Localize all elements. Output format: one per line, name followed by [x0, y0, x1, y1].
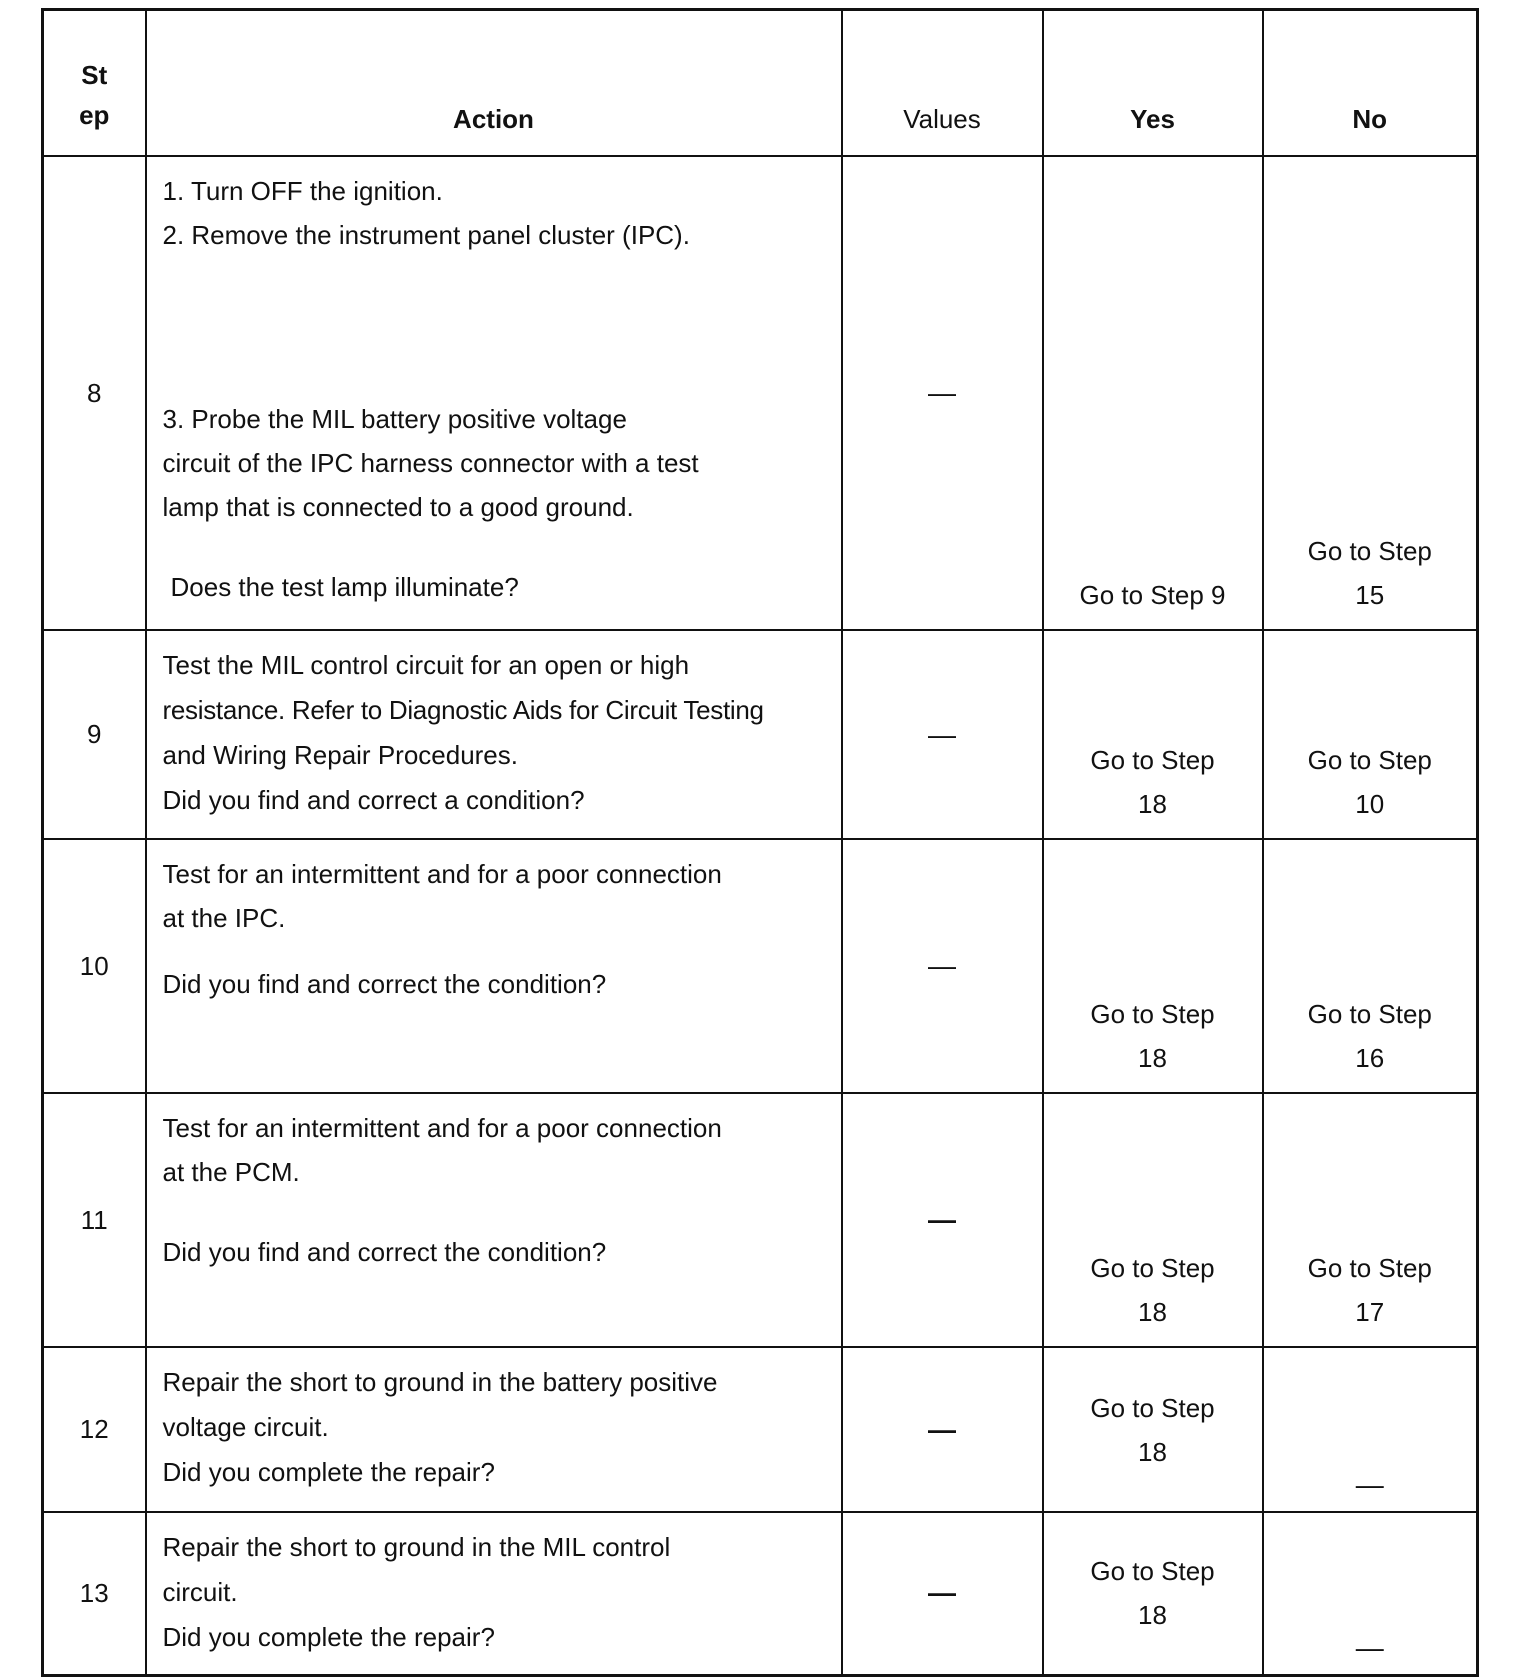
values-cell: — [842, 839, 1043, 1093]
action-line: 2. Remove the instrument panel cluster (IPC). [162, 220, 690, 250]
table-row-step-9 [43, 630, 1478, 839]
action-line: circuit of the IPC harness connector with a test [162, 448, 699, 478]
action-question: Did you find and correct a condition? [162, 785, 585, 815]
yes-cell: Go to Step 18 [1043, 1347, 1263, 1512]
values-cell: — [842, 156, 1043, 630]
action-line: Test the MIL control circuit for an open or high [162, 650, 690, 680]
table-row-step-12 [43, 1347, 1478, 1512]
action-line: lamp that is connected to a good ground. [162, 492, 634, 522]
action-question: Did you complete the repair? [162, 1622, 495, 1652]
action-line: circuit. [162, 1577, 238, 1607]
action-line: Test for an intermittent and for a poor connection [162, 859, 722, 889]
values-cell: — [842, 1512, 1043, 1675]
action-line: Repair the short to ground in the MIL control [162, 1532, 671, 1562]
action-line: and Wiring Repair Procedures. [162, 740, 518, 770]
yes-cell: Go to Step 18 [1043, 630, 1263, 839]
action-line: at the IPC. [162, 903, 286, 933]
values-cell: — [842, 630, 1043, 839]
action-question: Did you complete the repair? [162, 1457, 495, 1487]
action-question: Did you find and correct the condition? [162, 1237, 607, 1267]
action-cell [146, 1347, 842, 1512]
header-action: Action [146, 10, 842, 157]
yes-cell: Go to Step 18 [1043, 1512, 1263, 1675]
action-question: Did you find and correct the condition? [162, 969, 607, 999]
action-line: voltage circuit. [162, 1412, 329, 1442]
step-number: 8 [43, 156, 146, 630]
no-cell: Go to Step 15 [1263, 156, 1478, 630]
header-no: No [1263, 10, 1478, 157]
action-line: resistance. Refer to Diagnostic Aids for Circuit Testing [162, 695, 764, 725]
header-step: St ep [43, 10, 146, 157]
step-number: 13 [43, 1512, 146, 1675]
yes-cell: Go to Step 18 [1043, 839, 1263, 1093]
action-question: Does the test lamp illuminate? [170, 572, 519, 602]
yes-cell: Go to Step 18 [1043, 1093, 1263, 1347]
action-cell [146, 1512, 842, 1675]
action-cell [146, 630, 842, 839]
action-line: at the PCM. [162, 1157, 300, 1187]
header-yes: Yes [1043, 10, 1263, 157]
no-cell: Go to Step 10 [1263, 630, 1478, 839]
no-cell: Go to Step 17 [1263, 1093, 1478, 1347]
values-cell: — [842, 1093, 1043, 1347]
table-row-step-10 [43, 839, 1478, 1093]
header-row [43, 10, 1478, 157]
step-number: 12 [43, 1347, 146, 1512]
action-line: 3. Probe the MIL battery positive voltage [162, 404, 627, 434]
table-row-step-13 [43, 1512, 1478, 1675]
no-cell: Go to Step 16 [1263, 839, 1478, 1093]
step-number: 11 [43, 1093, 146, 1347]
yes-cell: Go to Step 9 [1043, 156, 1263, 630]
table-row-step-8 [43, 156, 1478, 630]
action-cell [146, 156, 842, 630]
table-row-step-11 [43, 1093, 1478, 1347]
action-line: 1. Turn OFF the ignition. [162, 176, 443, 206]
action-line: Repair the short to ground in the battery positive [162, 1367, 718, 1397]
action-cell [146, 1093, 842, 1347]
action-line: Test for an intermittent and for a poor connection [162, 1113, 722, 1143]
no-cell: — [1263, 1347, 1478, 1512]
values-cell: — [842, 1347, 1043, 1512]
action-cell [146, 839, 842, 1093]
step-number: 9 [43, 630, 146, 839]
header-values: Values [842, 10, 1043, 157]
no-cell: — [1263, 1512, 1478, 1675]
diagnostic-table [41, 8, 1479, 1677]
step-number: 10 [43, 839, 146, 1093]
